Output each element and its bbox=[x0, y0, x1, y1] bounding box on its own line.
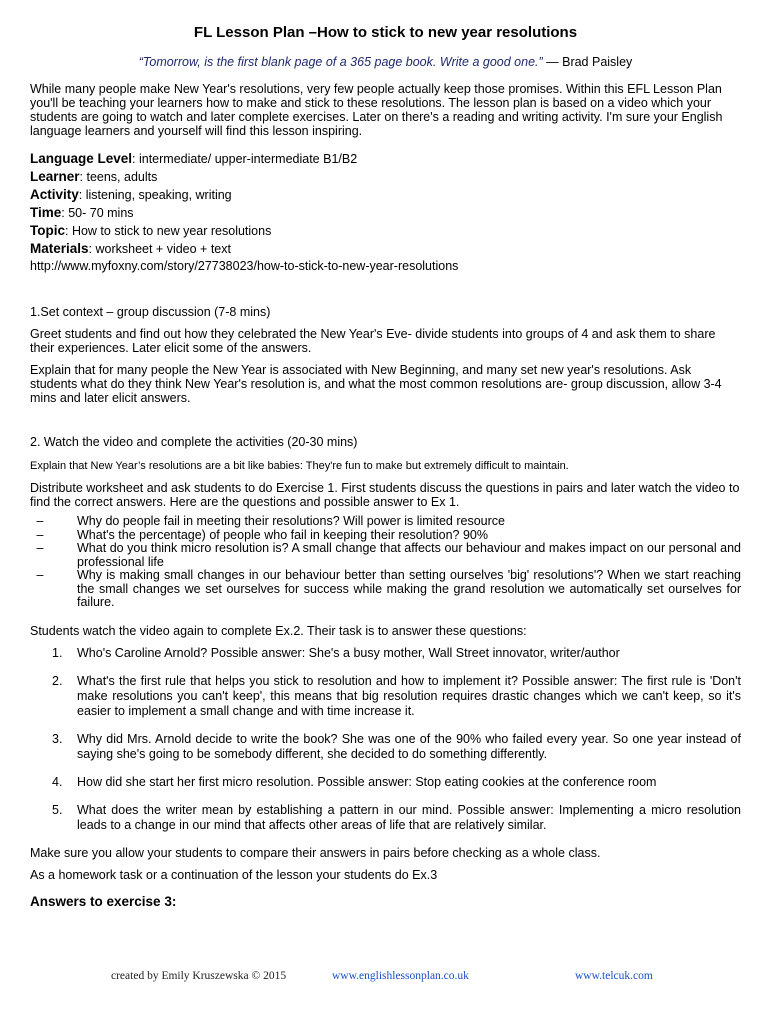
meta-topic: Topic: How to stick to new year resolutions bbox=[30, 223, 272, 238]
intro-paragraph: While many people make New Year's resolutions, very few people actually keep those promises. Within this EFL Lesson Plan you'll be teaching your learners how to make and stick to these resolutions. The lesson plan is based on a video which your students are going to watch and later complete exercises. Later on there's a reading and writing activity. I'm sure your English language learners and yourself will find this lesson inspiring. bbox=[30, 82, 723, 138]
epigraph-quote bbox=[30, 55, 741, 70]
page-footer bbox=[0, 970, 768, 986]
section2-heading: 2. Watch the video and complete the activities (20-30 mins) bbox=[30, 435, 358, 449]
list-item: 5. What does the writer mean by establishing a pattern in our mind. Possible answer: Implementing a micro resolution leads to a change in our mind that affects other areas of life that are relatively similar. bbox=[52, 802, 741, 832]
meta-learner: Learner: teens, adults bbox=[30, 169, 158, 184]
section2-paragraph: Make sure you allow your students to compare their answers in pairs before checking as a whole class. bbox=[30, 845, 601, 860]
exercise2-list bbox=[30, 646, 741, 833]
list-item: 1. Who's Caroline Arnold? Possible answer: She's a busy mother, Wall Street innovator, writer/author bbox=[52, 645, 620, 660]
dash-bullet: – bbox=[36, 541, 44, 555]
answers-heading: Answers to exercise 3: bbox=[30, 893, 177, 909]
list-item: – What do you think micro resolution is? A small change that affects our behaviour and makes impact on our personal and professional life bbox=[30, 542, 741, 569]
meta-activity: Activity: listening, speaking, writing bbox=[30, 187, 232, 202]
list-item: 4. How did she start her first micro resolution. Possible answer: Stop eating cookies at the conference room bbox=[52, 774, 657, 789]
section2-paragraph: As a homework task or a continuation of the lesson your students do Ex.3 bbox=[30, 867, 438, 882]
meta-materials: Materials: worksheet + video + text bbox=[30, 241, 231, 256]
exercise1-list bbox=[30, 515, 741, 610]
list-item: – Why is making small changes in our behaviour better than setting ourselves 'big' resolutions'? When we start reaching the small changes we set ourselves for success while making the grand resolution we automatically set ourselves for failure. bbox=[30, 569, 741, 610]
section2-note: Explain that New Year’s resolutions are a bit like babies: They're fun to make but extremely difficult to maintain. bbox=[30, 460, 569, 472]
lesson-meta bbox=[30, 150, 741, 275]
list-item: – What's the percentage) of people who fail in keeping their resolution? 90% bbox=[30, 529, 741, 543]
section2-paragraph: Students watch the video again to complete Ex.2. Their task is to answer these questions: bbox=[30, 623, 527, 638]
footer-credit: created by Emily Kruszewska © 2015 bbox=[111, 970, 287, 982]
page-title: FL Lesson Plan –How to stick to new year resolutions bbox=[193, 24, 578, 41]
list-item: – Why do people fail in meeting their resolutions? Will power is limited resource bbox=[30, 515, 741, 529]
footer-link-englishlessonplan[interactable]: www.englishlessonplan.co.uk bbox=[332, 970, 469, 982]
section1-heading: 1.Set context – group discussion (7-8 mins) bbox=[30, 305, 271, 319]
list-item: 2. What's the first rule that helps you stick to resolution and how to implement it? Possible answer: The first rule is 'Don't make resolutions you can't keep', this means that big resolution requires drastic changes which we can't keep, so it's easier to implement a small change and with time increase it. bbox=[52, 673, 741, 718]
document-body bbox=[30, 24, 741, 910]
list-item: 3. Why did Mrs. Arnold decide to write the book? She was one of the 90% who failed every year. So one year instead of saying she's going to be somebody different, she decided to do something differently. bbox=[52, 731, 741, 761]
dash-bullet: – bbox=[36, 527, 44, 542]
section1-paragraph: Greet students and find out how they celebrated the New Year's Eve- divide students into groups of 4 and ask them to share their experiences. Later elicit some of the answers. bbox=[30, 327, 716, 355]
section1-paragraph: Explain that for many people the New Year is associated with New Beginning, and many set new year's resolutions. Ask students what do they think New Year's resolution is, and what the most common resolutions are- group discussion, allow 3-4 mins and later elicit answers. bbox=[30, 363, 722, 405]
dash-bullet: – bbox=[36, 514, 44, 528]
quote-author: — Brad Paisley bbox=[542, 55, 633, 69]
meta-language-level: Language Level: intermediate/ upper-intermediate B1/B2 bbox=[30, 151, 358, 166]
meta-time: Time: 50- 70 mins bbox=[30, 205, 134, 220]
footer-link-telcuk[interactable]: www.telcuk.com bbox=[575, 970, 653, 982]
dash-bullet: – bbox=[36, 568, 44, 582]
quote-text: “Tomorrow, is the first blank page of a 365 page book. Write a good one.” bbox=[138, 55, 543, 69]
section2-paragraph: Distribute worksheet and ask students to do Exercise 1. First students discuss the questions in pairs and later watch the video to find the correct answers. Here are the questions and possible answer to Ex 1. bbox=[30, 481, 740, 509]
video-url[interactable]: http://www.myfoxny.com/story/27738023/how-to-stick-to-new-year-resolutions bbox=[30, 259, 459, 273]
